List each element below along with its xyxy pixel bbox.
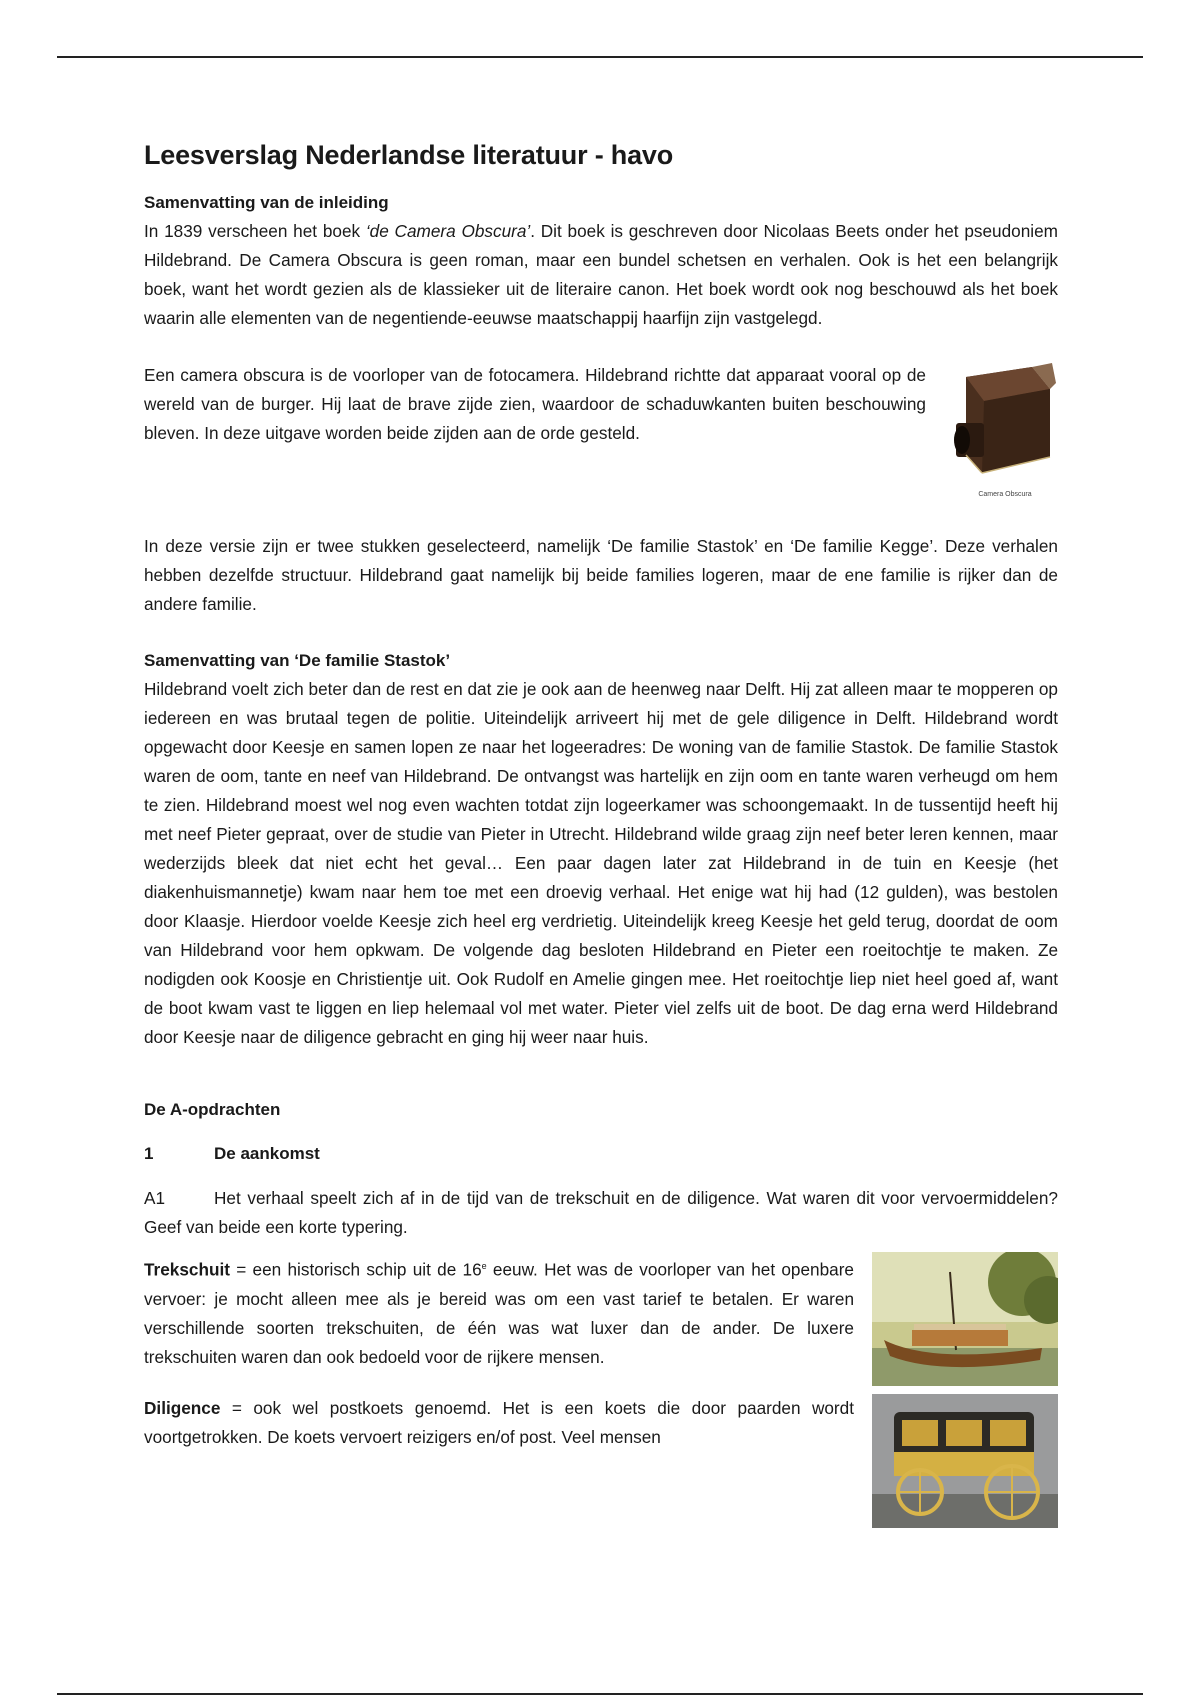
question-a1 — [144, 1184, 1058, 1242]
intro-paragraph-1: In 1839 verscheen het boek ‘de Camera Obscura’. Dit boek is geschreven door Nicolaas Beets onder het pseudoniem Hildebrand. De Camera Obscura is geen roman, maar een bundel schetsen en verhalen. Ook is het een belangrijk boek, want het wordt gezien als de klassieker uit de literaire canon. Het boek wordt ook nog beschouwd als het boek waarin alle elementen van de negentiende-eeuwse maatschappij haarfijn zijn vastgelegd. — [144, 221, 1058, 328]
diligence-figure — [872, 1394, 1058, 1528]
trekschuit-description: Trekschuit = een historisch schip uit de 16e eeuw. Het was de voorloper van het openbare vervoer: je mocht alleen mee als je bereid was om een vast tarief te betalen. Er waren verschillende soorten trekschuiten, de één was wat luxer dan de ander. De luxere trekschuiten waren dan ook bedoeld voor de rijkere mensen. — [144, 1259, 854, 1367]
trekschuit-image — [872, 1252, 1058, 1386]
diligence-description: Diligence = ook wel postkoets genoemd. Het is een koets die door paarden wordt voortgetrokken. De koets vervoert reizigers en/of post. Veel mensen — [144, 1398, 854, 1447]
stastok-heading: Samenvatting van ‘De familie Stastok’ — [144, 651, 451, 670]
camera-caption: Camera Obscura — [978, 491, 1032, 498]
diligence-term: Diligence — [144, 1398, 221, 1418]
section-number: 1 — [144, 1144, 154, 1163]
intro-paragraph-3: In deze versie zijn er twee stukken geselecteerd, namelijk ‘De familie Stastok’ en ‘De familie Kegge’. Deze verhalen hebben dezelfde structuur. Hildebrand gaat namelijk bij beide families logeren, maar de ene familie is rijker dan de andere familie. — [144, 536, 1058, 614]
intro-paragraph-2: Een camera obscura is de voorloper van de fotocamera. Hildebrand richtte dat apparaat vooral op de wereld van de burger. Hij laat de brave zijde zien, waardoor de schaduwkanten buiten beschouwing bleven. In deze uitgave worden beide zijden aan de orde gesteld. — [144, 365, 926, 443]
camera-obscura-figure — [952, 361, 1058, 498]
trekschuit-term: Trekschuit — [144, 1259, 230, 1280]
trekschuit-figure — [872, 1252, 1058, 1386]
camera-obscura-image — [952, 361, 1058, 485]
question-label: A1 — [144, 1188, 166, 1208]
diligence-image — [872, 1394, 1058, 1528]
document-page — [144, 140, 1058, 1534]
intro-heading: Samenvatting van de inleiding — [144, 193, 389, 212]
question-text: Het verhaal speelt zich af in de tijd van de trekschuit en de diligence. Wat waren dit voor vervoermiddelen? Geef van beide een korte typering. — [144, 1188, 1058, 1237]
header-rule — [57, 56, 1143, 58]
document-title: Leesverslag Nederlandse literatuur - havo — [144, 140, 674, 170]
book-title: ‘de Camera Obscura’ — [365, 221, 531, 241]
footer-rule — [57, 1693, 1143, 1695]
section-title: De aankomst — [214, 1144, 320, 1163]
assignments-heading: De A-opdrachten — [144, 1100, 281, 1119]
stastok-summary: Hildebrand voelt zich beter dan de rest en dat zie je ook aan de heenweg naar Delft. Hij zat alleen maar te mopperen op iedereen en was brutaal tegen de politie. Uiteindelijk arriveert hij met de gele diligence in Delft. Hildebrand wordt opgewacht door Keesje en samen lopen ze naar het logeeradres: De woning van de familie Stastok. De familie Stastok waren de oom, tante en neef van Hildebrand. De ontvangst was hartelijk en zijn oom en tante waren verheugd om hem te zien. Hildebrand moest wel nog even wachten totdat zijn logeerkamer was schoongemaakt. In de tussentijd heeft hij met neef Pieter gepraat, over de studie van Pieter in Utrecht. Hildebrand wilde graag zijn neef beter leren kennen, maar wederzijds bleek dat niet echt het geval… Een paar dagen later zat Hildebrand in de tuin en Keesje (het diakenhuismannetje) kwam naar hem toe met een droevig verhaal. Het enige wat hij had (12 gulden), was bestolen door Klaasje. Hierdoor voelde Keesje zich heel erg verdrietig. Uiteindelijk kreeg Keesje het geld terug, doordat de oom van Hildebrand voor hem opkwam. De volgende dag besloten Hildebrand en Pieter een roeitochtje te maken. Ze nodigden ook Koosje en Christientje uit. Ook Rudolf en Amelie gingen mee. Het roeitochtje liep niet heel goed af, want de boot kwam vast te liggen en liep helemaal vol met water. Pieter viel zelfs uit de boot. De dag erna werd Hildebrand door Keesje naar de diligence gebracht en ging hij weer naar huis. — [144, 679, 1058, 1047]
section-heading — [144, 1140, 1058, 1168]
